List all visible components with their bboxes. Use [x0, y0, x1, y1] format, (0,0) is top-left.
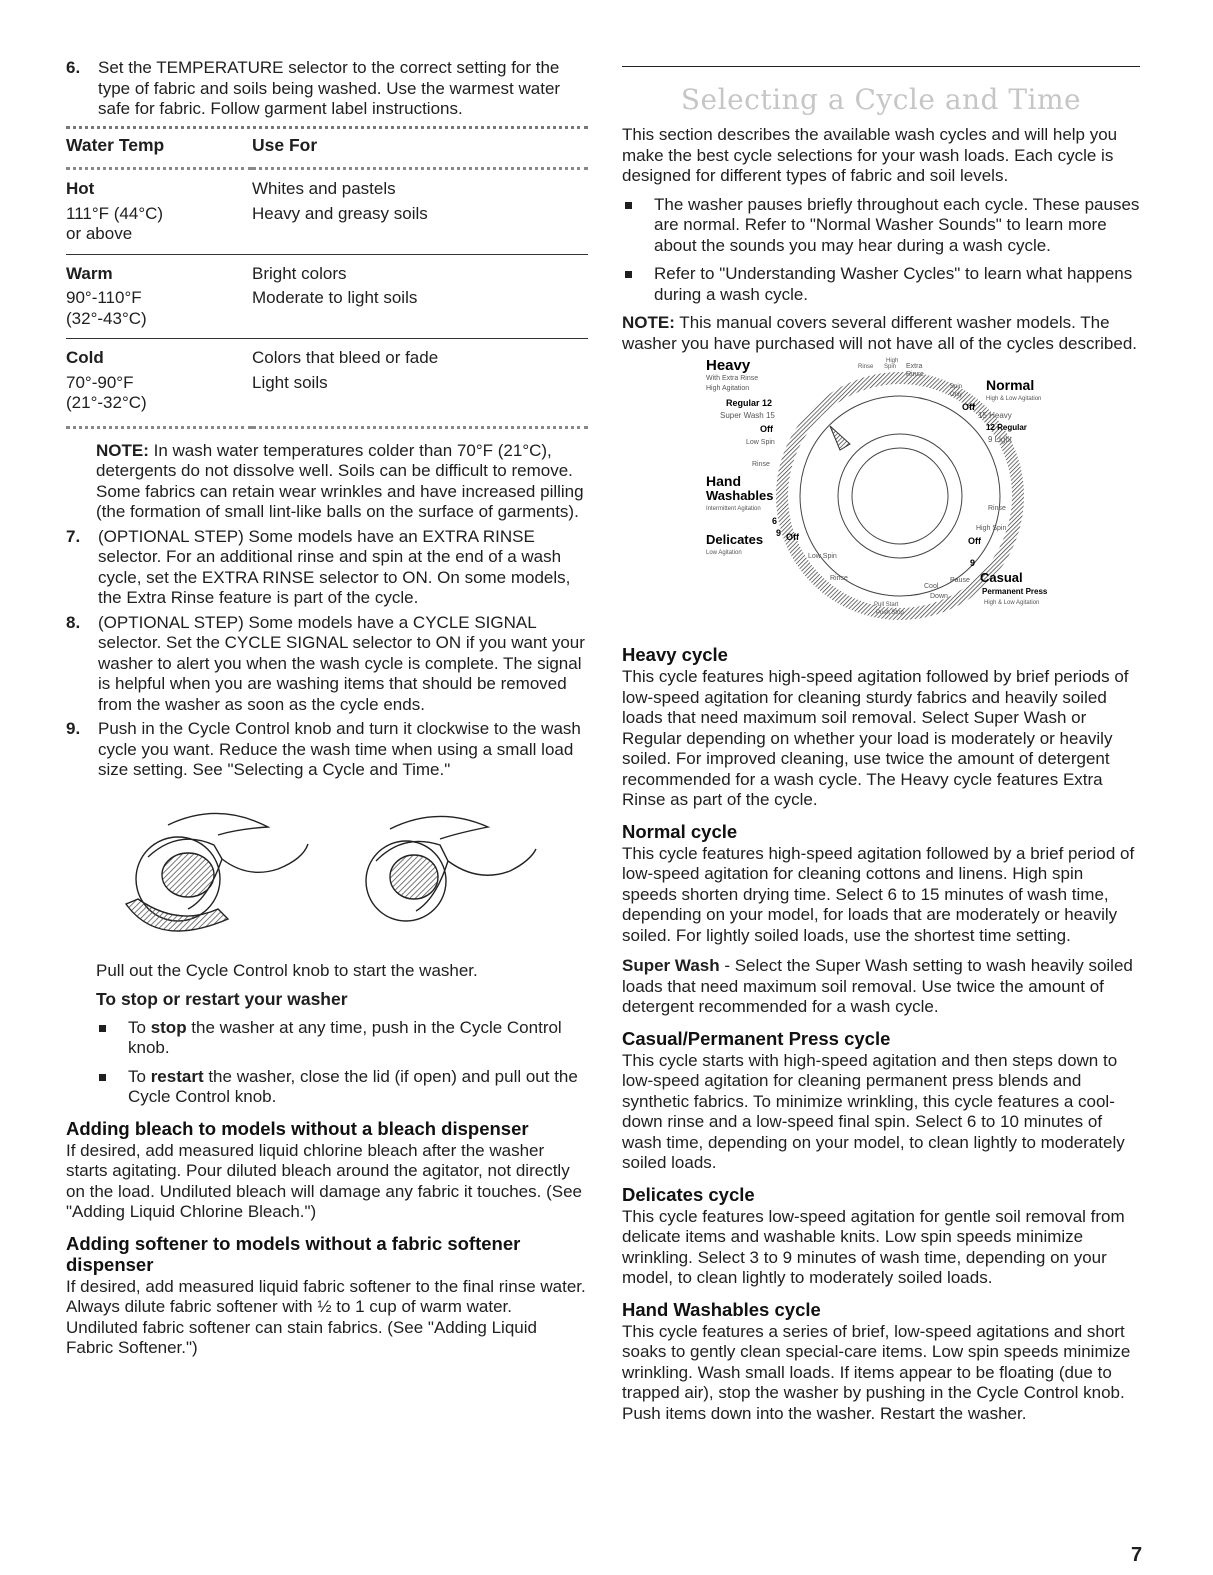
step-number: 7. — [66, 526, 81, 546]
bullet-text: The washer pauses briefly throughout each cycle. These pauses are normal. Refer to "Normal Washer Sounds" to learn more about the sounds you may hear during a wash cycle. — [654, 194, 1140, 255]
temp-range: 90°-110°F — [66, 288, 142, 307]
left-column — [66, 58, 588, 1359]
casual-cycle-heading: Casual/Permanent Press cycle — [622, 1027, 891, 1049]
dial-label: 6 — [772, 516, 778, 526]
bullet-text: To — [128, 1066, 151, 1086]
right-column — [622, 66, 1140, 1424]
intro-text: This section describes the available wash cycles and will help you make the best cycle selections for your wash loads. Each cycle is designed for different types of fabric and soil levels. — [622, 125, 1118, 185]
pull-out-text: Pull out the Cycle Control knob to start the washer. — [96, 960, 478, 980]
bullet-text: the washer at any time, push in the Cycle Control knob. — [128, 1017, 562, 1057]
step-6 — [66, 58, 588, 120]
header-use-for: Use For — [252, 129, 588, 169]
hand-push-knob-illustration — [126, 813, 308, 931]
temp-range-note: (32°-43°C) — [66, 308, 147, 328]
bullet-bold: stop — [150, 1017, 187, 1037]
step-text: (OPTIONAL STEP) Some models have an EXTRA RINSE selector. For an additional rinse and spin at the end of a wash cycle, set the EXTRA RINSE selector to ON. On some models, the Extra Rinse feature is part of the cycle. — [98, 526, 571, 607]
table-row — [66, 169, 588, 255]
super-wash-label: Super Wash — [622, 956, 720, 975]
restart-bullet — [96, 1067, 588, 1108]
casual-cycle-text: This cycle starts with high-speed agitation and then steps down to low-speed agitation for cleaning permanent press blends and synthetic fabrics. To minimize wrinkling, this cycle features a cool-down rinse and a low-speed final spin. Select 6 to 10 minutes of wash time, depending on your model, to clean lightly to moderately soiled loads. — [622, 1050, 1125, 1172]
page-number: 7 — [1131, 1544, 1143, 1566]
use-for-1: Bright colors — [252, 263, 347, 283]
heavy-cycle-text: This cycle features high-speed agitation followed by brief periods of low-speed agitation for cleaning sturdy fabrics and heavily soiled loads that need maximum soil removal. Select Super Wash or Regular depending on whether your load is moderately or heavily soiled. For improved cleaning, use twice the amount of detergent recommended for a wash cycle. The Heavy cycle features Extra Rinse as part of the cycle. — [622, 667, 1129, 809]
delicates-cycle-text: This cycle features low-speed agitation for gentle soil removal from delicate items and washable knits. Low spin speeds minimize wrinkling. Select 3 to 9 minutes of wash time, depending on your model, to clean lightly to moderately soiled loads. — [622, 1206, 1125, 1287]
list-item — [622, 195, 1140, 257]
dial-label: Intermittent Agitation — [706, 506, 761, 512]
super-wash-text — [622, 956, 1140, 1018]
dial-label: Extra — [906, 363, 923, 370]
dial-label: Rinse — [830, 575, 848, 582]
use-for-2: Moderate to light soils — [252, 288, 418, 307]
dial-label: Rinse — [752, 461, 770, 468]
dial-label: 15 Heavy — [978, 411, 1012, 420]
note-label: NOTE: — [622, 313, 675, 332]
header-water-temp: Water Temp — [66, 129, 252, 169]
note-text: This manual covers several different washer models. The washer you have purchased will not have all of the cycles described. — [622, 313, 1138, 353]
softener-text: If desired, add measured liquid fabric softener to the final rinse water. Always dilute fabric softener with ½ to 1 cup of warm water. Undiluted fabric softener can stain fabrics. (See "Adding Liquid Fabric Softener.") — [66, 1276, 586, 1357]
dial-label: Super Wash 15 — [720, 411, 775, 420]
list-item — [622, 264, 1140, 305]
title-rule — [622, 66, 1140, 67]
use-for-2: Light soils — [252, 372, 328, 392]
dial-label-heavy: Heavy — [706, 357, 751, 374]
step-number: 6. — [66, 58, 81, 77]
dial-label-normal: Normal — [986, 377, 1035, 393]
normal-cycle-heading: Normal cycle — [622, 820, 738, 842]
dial-label-casual: Casual — [980, 570, 1023, 585]
delicates-cycle-heading: Delicates cycle — [622, 1183, 755, 1205]
dial-label: Off — [786, 532, 799, 542]
temp-name: Warm — [66, 263, 113, 283]
dial-label: Regular 12 — [726, 398, 773, 408]
temp-name: Cold — [66, 348, 104, 367]
models-note — [622, 313, 1140, 354]
dial-label: Off — [962, 402, 975, 412]
step-9 — [66, 719, 588, 781]
temp-range: 70°-90°F — [66, 372, 134, 392]
dial-label: High — [886, 358, 899, 364]
step-number: 9. — [66, 719, 81, 738]
hand-pull-knob-illustration — [366, 816, 536, 921]
step-text: Set the TEMPERATURE selector to the correct setting for the type of fabric and soils being washed. Use the warmest water safe for fabric. Follow garment label instructions. — [98, 58, 561, 118]
dial-label: Pull Start — [874, 602, 899, 608]
water-temperature-table — [66, 129, 588, 429]
knob-illustration — [118, 799, 558, 949]
step-8 — [66, 613, 588, 716]
section-title: Selecting a Cycle and Time — [680, 83, 1082, 116]
dial-label: Cool — [924, 583, 939, 590]
dial-label: 9 Light — [988, 435, 1013, 444]
dial-label-hand: Hand — [706, 473, 741, 489]
use-for-1: Colors that bleed or fade — [252, 348, 439, 367]
dial-label: Rinse — [906, 371, 924, 378]
dial-label: With Extra Rinse — [706, 375, 759, 382]
dial-label-delicates: Delicates — [706, 532, 764, 547]
normal-cycle-text: This cycle features high-speed agitation followed by a brief period of low-speed agitation for cleaning cottons and linens. High spin speeds shorten drying time. Select 6 to 15 minutes of wash time, depending on your model, for loads that are moderately or heavily soiled. For lightly soiled loads, use the shortest time setting. — [622, 843, 1135, 945]
bullet-text: the washer, close the lid (if open) and pull out the Cycle Control knob. — [128, 1066, 578, 1106]
bleach-heading: Adding bleach to models without a bleach dispenser — [66, 1117, 529, 1139]
step-7 — [66, 527, 588, 609]
dial-label-washables: Washables — [706, 488, 774, 503]
hand-washables-text: This cycle features a series of brief, low-speed agitations and short soaks to gently clean special-care items. Low spin speeds minimize wrinkling. Wash small loads. If items appear to be floating (due to trapped air), stop the washer by pushing in the Cycle Control knob. Push items down into the washer. Restart the washer. — [622, 1321, 1131, 1423]
hand-washables-heading: Hand Washables cycle — [622, 1298, 821, 1320]
dial-label: High Agitation — [706, 385, 750, 392]
dial-label: Pause — [950, 577, 970, 584]
step-text: Push in the Cycle Control knob and turn it clockwise to the wash cycle you want. Reduce the wash time when using a small load size setting. See "Selecting a Cycle and Time." — [98, 719, 581, 779]
use-for-2: Heavy and greasy soils — [252, 203, 428, 223]
bullet-text: To — [128, 1017, 151, 1037]
dial-label: Low Spin — [746, 439, 775, 446]
cycle-dial-diagram — [700, 354, 1100, 634]
super-wash-description: - Select the Super Wash setting to wash heavily soiled loads that need maximum soil removal. Use twice the amount of detergent recommended for a wash cycle. — [622, 956, 1133, 1016]
bleach-text: If desired, add measured liquid chlorine bleach after the washer starts agitating. Pour diluted bleach around the agitator, not directly on the load. Undiluted bleach will damage any fabric it touches. (See "Adding Liquid Chlorine Bleach.") — [66, 1140, 582, 1221]
temp-range: 111°F (44°C) — [66, 203, 164, 223]
dial-label: Low Agitation — [706, 550, 742, 556]
softener-heading: Adding softener to models without a fabric softener dispenser — [66, 1232, 521, 1275]
step-number: 8. — [66, 612, 81, 632]
table-header-row — [66, 129, 588, 169]
dial-label: High Spin — [976, 525, 1007, 532]
dial-label: Rinse — [858, 364, 874, 370]
dial-label: Permanent Press — [982, 587, 1048, 596]
dial-label: Push Stop — [876, 610, 904, 616]
dial-label: 9 — [776, 528, 782, 538]
dial-label: Off — [760, 424, 773, 434]
dial-label: Off — [968, 536, 981, 546]
dial-label: High & Low Agitation — [984, 600, 1040, 606]
step-text: (OPTIONAL STEP) Some models have a CYCLE SIGNAL selector. Set the CYCLE SIGNAL selector to ON if you want your washer to alert you when the wash cycle is complete. The signal is helpful when you are washing items that should be removed from the washer as soon as the cycle ends. — [98, 612, 585, 714]
heavy-cycle-heading: Heavy cycle — [622, 644, 728, 665]
note-text: In wash water temperatures colder than 70°F (21°C), detergents do not dissolve well. Soils can be difficult to remove. Some fabrics can retain wear wrinkles and have increased pilling (the formation of small lint-like balls on the surface of garments). — [96, 440, 584, 521]
dial-label: Rinse — [988, 505, 1006, 512]
table-row — [66, 339, 588, 428]
use-for-1: Whites and pastels — [252, 179, 396, 198]
temperature-note — [96, 441, 588, 523]
dial-label: 12 Regular — [986, 423, 1027, 432]
dial-label: Down — [930, 593, 948, 600]
table-row — [66, 254, 588, 339]
dial-label: Only — [950, 392, 963, 398]
dial-label: Spin — [884, 364, 897, 370]
dial-label: 9 — [970, 558, 976, 568]
stop-bullet — [96, 1018, 588, 1059]
stop-restart-heading: To stop or restart your washer — [96, 989, 348, 1009]
dial-label: High & Low Agitation — [986, 396, 1042, 402]
dial-label: Low Spin — [808, 553, 837, 560]
temp-name: Hot — [66, 179, 95, 198]
temp-range-note: or above — [66, 224, 133, 243]
bullet-bold: restart — [150, 1066, 204, 1086]
bullet-text: Refer to "Understanding Washer Cycles" to learn what happens during a wash cycle. — [654, 264, 1133, 304]
dial-label: Spin — [950, 384, 963, 390]
note-label: NOTE: — [96, 440, 149, 460]
temp-range-note: (21°-32°C) — [66, 393, 147, 412]
